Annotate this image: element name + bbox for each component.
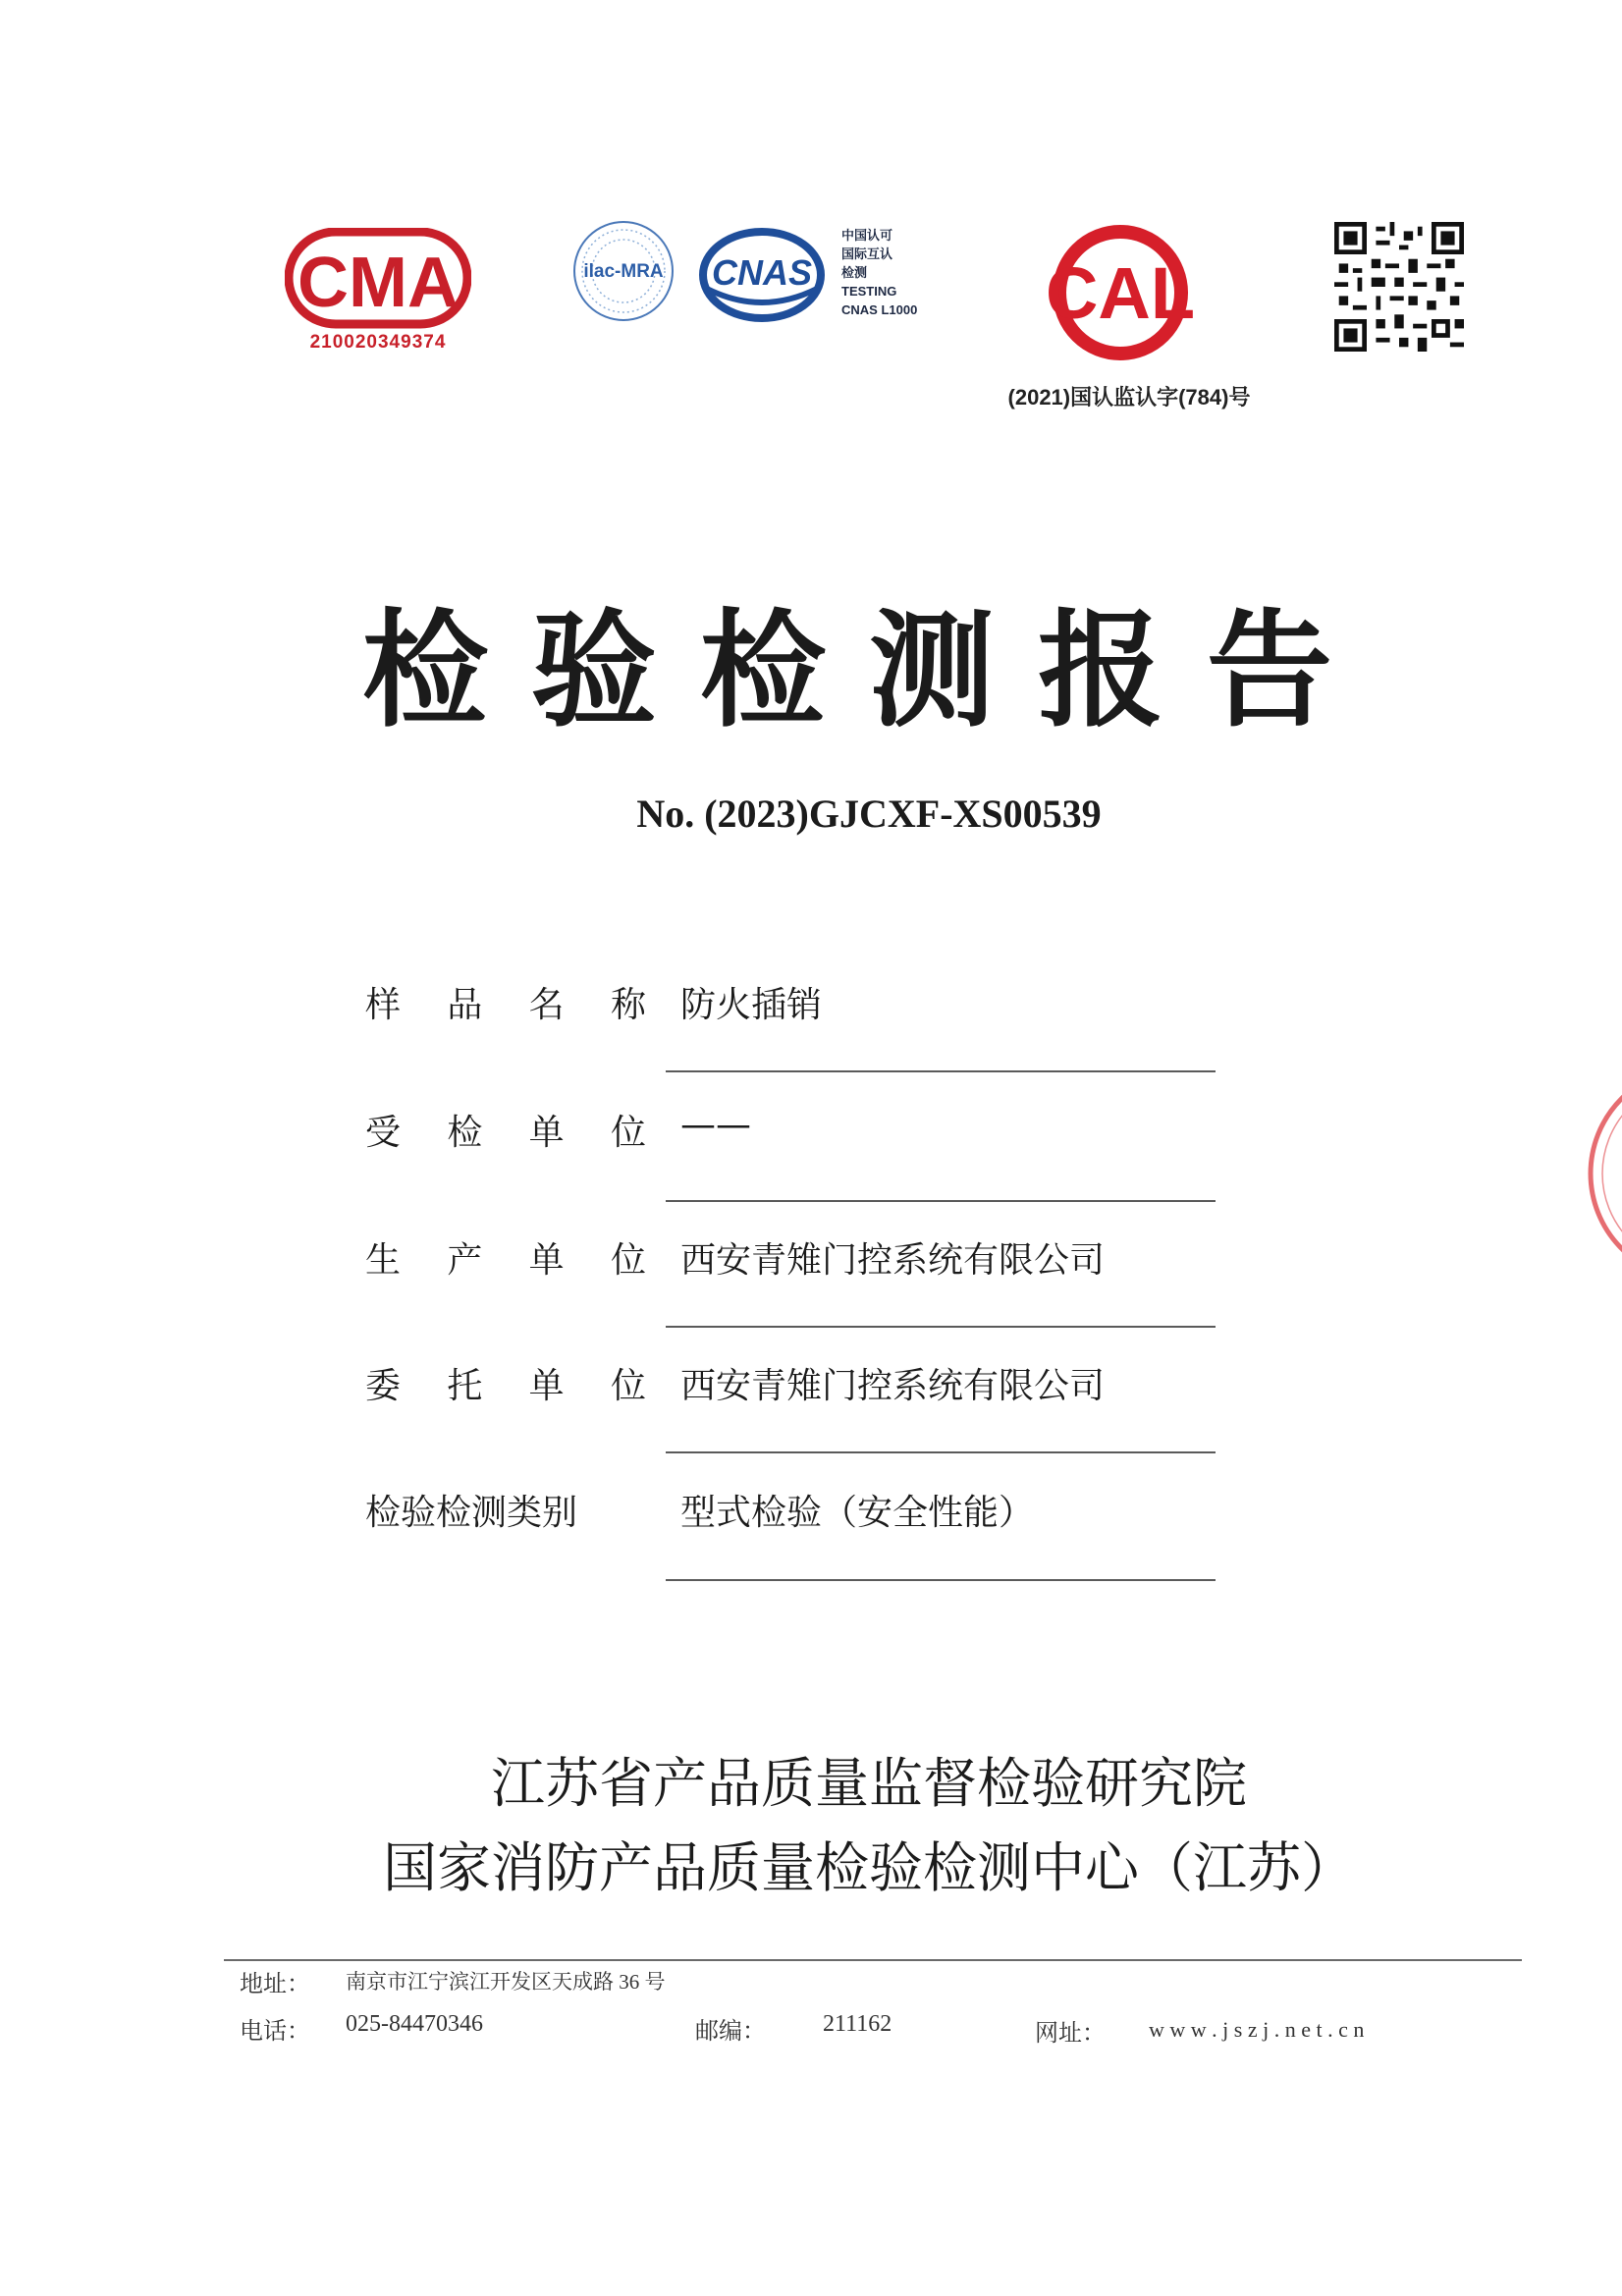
qr-code-icon[interactable]: [1330, 222, 1468, 352]
field-label-char: 位: [610, 1366, 646, 1406]
footer-website[interactable]: w w w . j s z j . n e t . c n: [1149, 2017, 1365, 2042]
page-title: 检验检测报告: [361, 598, 1376, 744]
footer-postcode: 211162: [823, 2011, 892, 2037]
field-label-char: 品: [447, 985, 483, 1025]
footer-address-label: 地址：: [240, 1972, 310, 1997]
cnas-logo: [699, 228, 825, 322]
cnas-text-line: 中国认可: [841, 228, 893, 243]
field-value: 西安青雉门控系统有限公司: [680, 1240, 1106, 1281]
institution-name-secondary: 国家消防产品质量检验检测中心（江苏）: [382, 1836, 1355, 1899]
field-manufacturer: [0, 1232, 1622, 1291]
field-client: [0, 1358, 1622, 1417]
field-label-char: 单: [528, 1366, 565, 1406]
field-underline: [666, 1070, 1216, 1072]
cnas-text-line: TESTING: [841, 284, 897, 299]
cnas-text-line: 国际互认: [841, 246, 893, 261]
cma-number: 210020349374: [309, 332, 447, 353]
field-label-char: 托: [447, 1366, 483, 1406]
field-label: 检验检测类别: [365, 1493, 578, 1533]
field-label-char: 称: [610, 985, 646, 1025]
field-label: [365, 977, 646, 1027]
field-label-char: 受: [365, 1113, 402, 1153]
field-inspected-unit: [0, 1105, 1622, 1164]
institution-name-primary: 江苏省产品质量监督检验研究院: [490, 1752, 1247, 1815]
field-label-char: 生: [365, 1240, 402, 1281]
field-label-char: 样: [365, 985, 402, 1025]
field-underline: [666, 1326, 1216, 1328]
field-label-char: 单: [528, 1240, 565, 1281]
ilac-mark: ilac-MRA: [583, 261, 664, 282]
cal-logo: [1036, 224, 1205, 361]
cma-mark: CMA: [297, 244, 459, 322]
field-label-char: 委: [365, 1366, 402, 1406]
cnas-mark: CNAS: [711, 252, 813, 293]
field-value: 防火插销: [680, 985, 823, 1025]
field-label-char: 名: [528, 985, 565, 1025]
field-underline: [666, 1579, 1216, 1581]
cnas-text-line: 检测: [841, 265, 868, 280]
field-sample-name: [0, 977, 1622, 1036]
report-number: No. (2023)GJCXF-XS00539: [636, 792, 1102, 836]
field-label-char: 位: [610, 1113, 646, 1153]
field-value: 西安青雉门控系统有限公司: [680, 1366, 1106, 1406]
field-label-char: 产: [447, 1240, 483, 1281]
footer-address: 南京市江宁滨江开发区天成路 36 号: [346, 1970, 666, 1994]
field-label-char: 位: [610, 1240, 646, 1281]
field-underline: [666, 1451, 1216, 1453]
footer-website-label: 网址：: [1035, 2021, 1106, 2047]
field-underline: [666, 1200, 1216, 1202]
official-seal-stamp: [1581, 1061, 1622, 1286]
footer-phone-label: 电话：: [240, 2019, 310, 2045]
field-value: ——: [680, 1105, 751, 1145]
field-label: [365, 1105, 646, 1155]
cal-caption: (2021)国认监认字(784)号: [1007, 385, 1251, 410]
ilac-mra-logo: [568, 218, 680, 324]
field-value: 型式检验（安全性能）: [680, 1493, 1035, 1533]
field-inspection-type: [0, 1485, 1622, 1544]
cal-mark: CAL: [1045, 252, 1196, 334]
cnas-accreditation-text: [841, 226, 949, 319]
cnas-text-line: CNAS L1000: [841, 302, 918, 317]
field-label-char: 检: [447, 1113, 483, 1153]
field-label: [365, 1358, 646, 1408]
field-label-char: 单: [528, 1113, 565, 1153]
footer-divider: [224, 1959, 1522, 1961]
footer-postcode-label: 邮编：: [695, 2019, 766, 2045]
field-label: [365, 1232, 646, 1283]
footer-phone: 025-84470346: [346, 2011, 483, 2037]
